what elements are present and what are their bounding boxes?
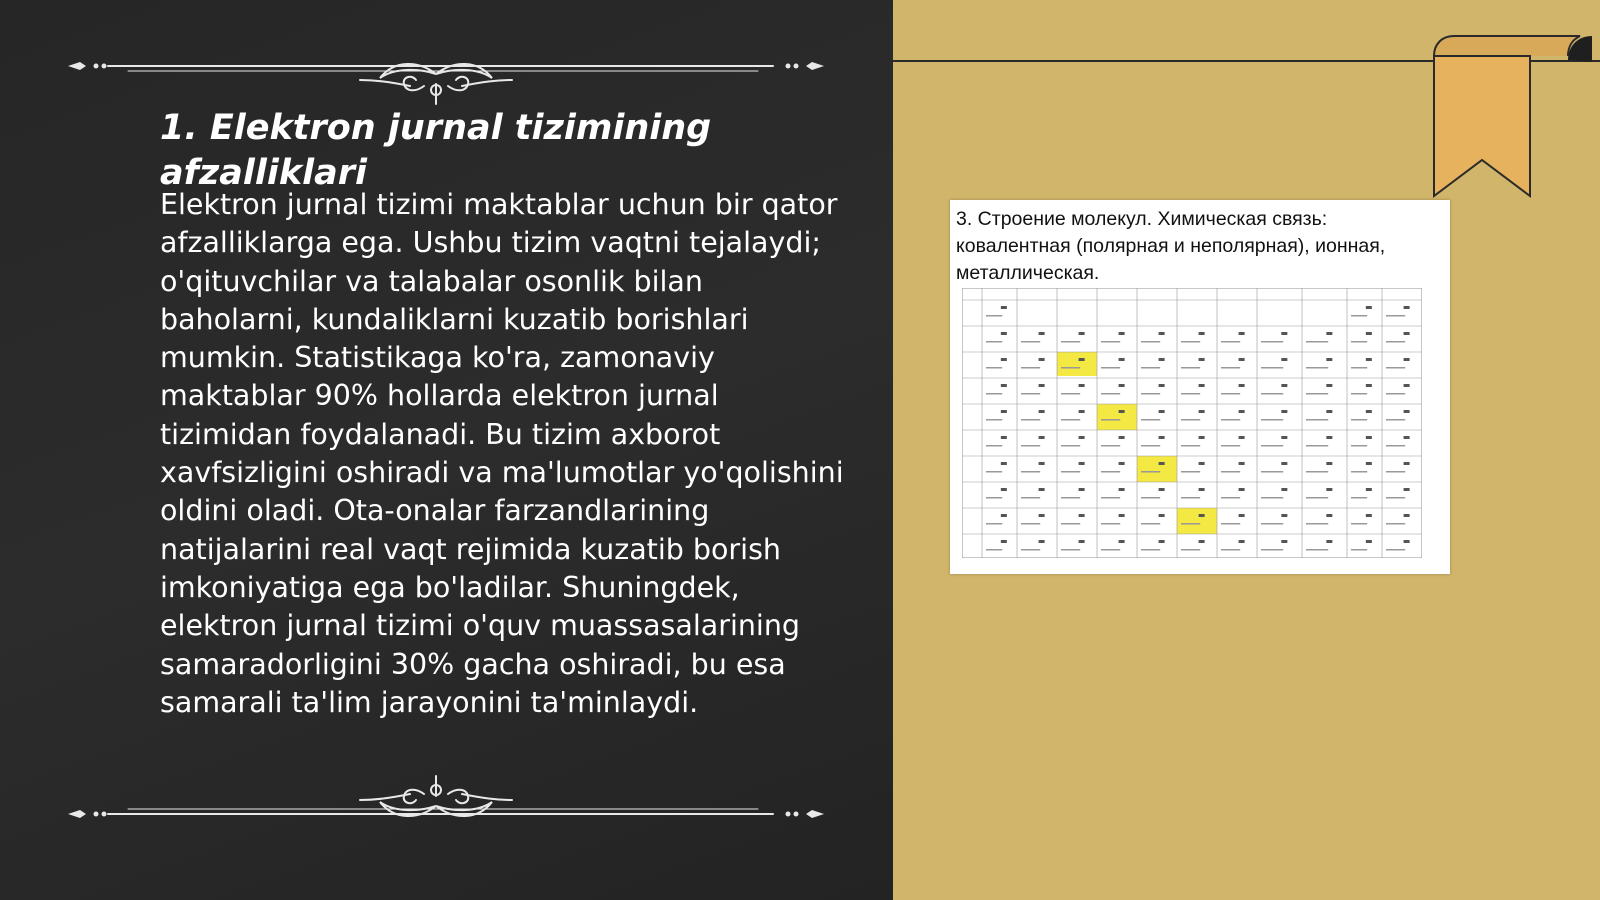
bookmark-ribbon-icon xyxy=(1432,34,1592,199)
ornament-divider-bottom-icon xyxy=(68,774,824,824)
ornament-divider-top-icon xyxy=(68,56,824,106)
slide-body-text: Elektron jurnal tizimi maktablar uchun bir qator afzalliklarga ega. Ushbu tizim vaqtni tejalaydi; o'qituvchilar va talabalar osonlik bilan baholarni, kundaliklarni kuzatib borishlari mumkin. Statistikaga ko'ra, zamonaviy maktablar 90% hollarda elektron jurnal tizimidan foydalanadi. Bu tizim axborot xavfsizligini oshiradi va ma'lumotlar yo'qolishini oldini oladi. Ota-onalar farzandlarining natijalarini real vaqt rejimida kuzatib borish imkoniyatiga ega bo'ladilar. Shuningdek, elektron jurnal tizimi o'quv muassasalarining samaradorligini 30% gacha oshiradi, bu esa samarali ta'lim jarayonini ta'minlaydi. xyxy=(160,188,844,719)
image-caption: 3. Строение молекул. Химическая связь: ковалентная (полярная и неполярная), ионная, металлическая. xyxy=(956,208,1386,284)
slide-title: 1. Elektron jurnal tizimining afzalliklari xyxy=(160,108,712,193)
periodic-table-image-card xyxy=(950,200,1450,574)
periodic-table-image xyxy=(962,288,1422,558)
